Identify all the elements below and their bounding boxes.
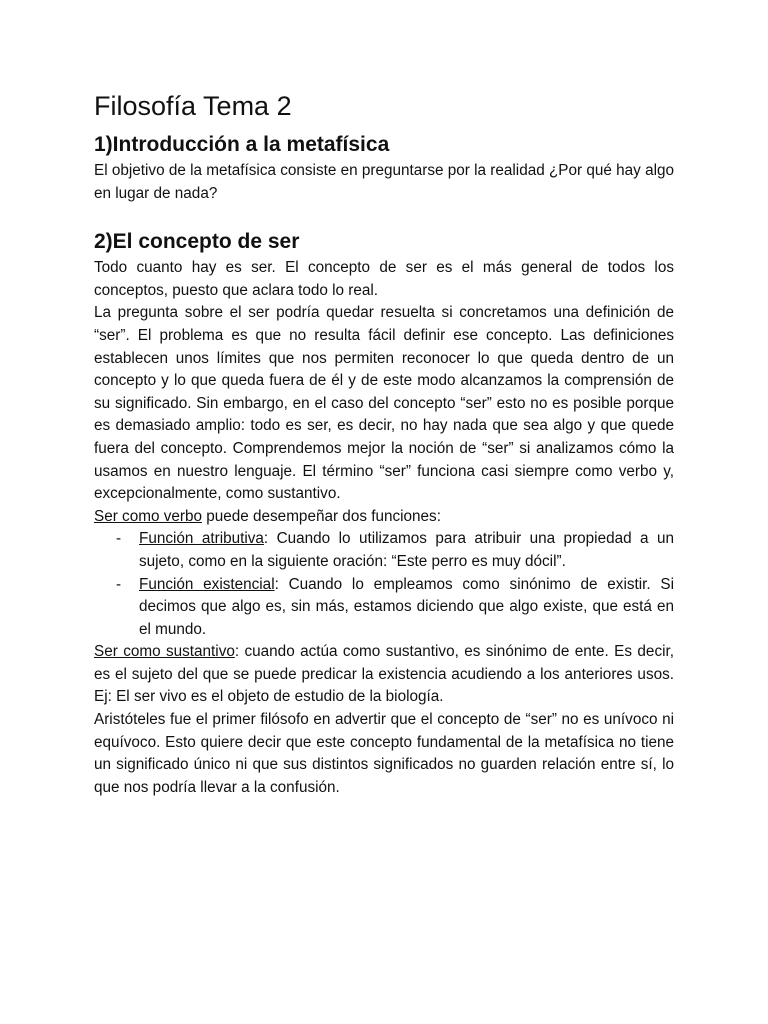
dash-bullet: - [116, 530, 122, 548]
paragraph-ser-como-sustantivo [94, 641, 674, 709]
document-page [94, 86, 674, 799]
list-item-funcion-existencial [94, 574, 674, 642]
function-list [94, 528, 674, 641]
paragraph-todo-cuanto-hay: Todo cuanto hay es ser. El concepto de ser es el más general de todos los conceptos, puesto que aclara todo lo real. [94, 259, 674, 299]
section-heading-introduccion: 1)Introducción a la metafísica [94, 133, 390, 156]
paragraph-ser-como-verbo [94, 506, 674, 529]
list-item-funcion-atributiva [94, 528, 674, 573]
paragraph-aristoteles: Aristóteles fue el primer filósofo en advertir que el concepto de “ser” no es unívoco ni equívoco. Esto quiere decir que este concepto fundamental de la metafísica no tiene un significado único ni que sus distintos significados no guarden relación entre sí, lo que nos podría llevar a la confusión. [94, 711, 674, 796]
section-heading-concepto-ser: 2)El concepto de ser [94, 230, 300, 254]
paragraph-objetivo: El objetivo de la metafísica consiste en preguntarse por la realidad ¿Por qué hay algo en lugar de nada? [94, 162, 674, 202]
term-ser-como-sustantivo: Ser como sustantivo [94, 643, 235, 661]
paragraph-pregunta-ser: La pregunta sobre el ser podría quedar resuelta si concretamos una definición de “ser”. El problema es que no resulta fácil definir ese concepto. Las definiciones establecen unos límites que nos permiten reconocer lo que queda dentro de un concepto y lo que queda fuera de él y de este modo alcanzamos la comprensión de su significado. Sin embargo, en el caso del concepto “ser” esto no es posible porque es demasiado amplio: todo es ser, es decir, no hay nada que sea algo y que quede fuera del concepto. Comprendemos mejor la noción de “ser” si analizamos cómo la usamos en nuestro lenguaje. El término “ser” funciona casi siempre como verbo y, excepcionalmente, como sustantivo. [94, 304, 674, 503]
funcion-atributiva-text: : Cuando lo utilizamos para atribuir una propiedad a un sujeto, como en la siguiente oración: “Este perro es muy dócil”. [139, 530, 674, 570]
term-funcion-atributiva: Función atributiva [139, 530, 264, 548]
document-title: Filosofía Tema 2 [94, 91, 292, 121]
term-ser-como-verbo: Ser como verbo [94, 507, 202, 525]
dash-bullet: - [116, 575, 122, 593]
verb-intro-text: puede desempeñar dos funciones: [201, 507, 441, 525]
funcion-existencial-text: : Cuando lo empleamos como sinónimo de existir. Si decimos que algo es, sin más, estamos diciendo que algo existe, que está en el mundo. [139, 575, 674, 638]
spacer [94, 205, 674, 227]
term-funcion-existencial: Función existencial [139, 575, 275, 593]
noun-text: : cuando actúa como sustantivo, es sinónimo de ente. Es decir, es el sujeto del que se puede predicar la existencia acudiendo a los anteriores usos. Ej: El ser vivo es el objeto de estudio de la biología. [94, 643, 674, 706]
